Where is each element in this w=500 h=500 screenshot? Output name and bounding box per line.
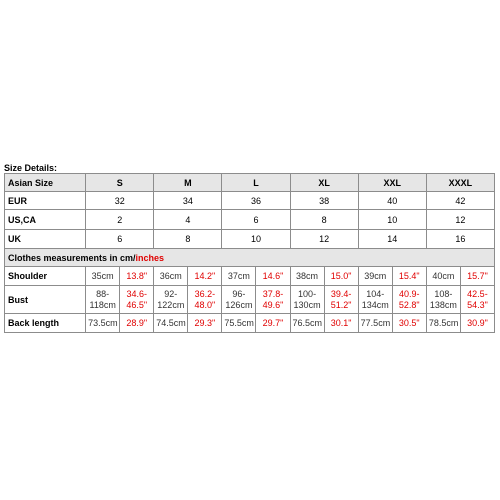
cm-value-cell: 39cm	[358, 267, 392, 286]
table-cell: 12	[426, 210, 494, 230]
inch-value-cell: 30.5"	[392, 314, 426, 333]
size-header-xl: XL	[290, 174, 358, 192]
cm-value-cell: 75.5cm	[222, 314, 256, 333]
inch-value-cell: 39.4- 51.2"	[324, 286, 358, 314]
table-row	[5, 314, 495, 333]
cm-value-cell: 100- 130cm	[290, 286, 324, 314]
size-chart-body	[5, 174, 495, 333]
table-cell: 40	[358, 192, 426, 210]
row-label: US,CA	[5, 210, 86, 230]
cm-value-cell: 74.5cm	[154, 314, 188, 333]
inch-value-cell: 29.3"	[188, 314, 222, 333]
table-row	[5, 210, 495, 230]
table-cell: 32	[86, 192, 154, 210]
table-cell: 38	[290, 192, 358, 210]
cm-value-cell: 36cm	[154, 267, 188, 286]
inch-value-cell: 28.9"	[120, 314, 154, 333]
cm-value-cell: 78.5cm	[426, 314, 460, 333]
size-header-s: S	[86, 174, 154, 192]
inch-value-cell: 15.4"	[392, 267, 426, 286]
inch-value-cell: 40.9- 52.8"	[392, 286, 426, 314]
size-header-xxxl: XXXL	[426, 174, 494, 192]
cm-value-cell: 88- 118cm	[86, 286, 120, 314]
row-label: Back length	[5, 314, 86, 333]
cm-value-cell: 73.5cm	[86, 314, 120, 333]
table-cell: 6	[222, 210, 290, 230]
table-row	[5, 230, 495, 249]
inch-value-cell: 14.6"	[256, 267, 290, 286]
row-label: EUR	[5, 192, 86, 210]
row-label: Bust	[5, 286, 86, 314]
size-header-l: L	[222, 174, 290, 192]
table-cell: 10	[222, 230, 290, 249]
cm-value-cell: 37cm	[222, 267, 256, 286]
table-cell: 8	[290, 210, 358, 230]
inch-value-cell: 14.2"	[188, 267, 222, 286]
table-cell: 4	[154, 210, 222, 230]
cm-value-cell: 96- 126cm	[222, 286, 256, 314]
cm-value-cell: 38cm	[290, 267, 324, 286]
cm-value-cell: 40cm	[426, 267, 460, 286]
cm-value-cell: 35cm	[86, 267, 120, 286]
header-row	[5, 174, 495, 192]
table-cell: 42	[426, 192, 494, 210]
inch-value-cell: 15.0"	[324, 267, 358, 286]
inch-value-cell: 15.7"	[460, 267, 494, 286]
inch-value-cell: 37.8- 49.6"	[256, 286, 290, 314]
table-cell: 6	[86, 230, 154, 249]
cm-value-cell: 104- 134cm	[358, 286, 392, 314]
cm-value-cell: 108- 138cm	[426, 286, 460, 314]
inch-value-cell: 36.2- 48.0"	[188, 286, 222, 314]
table-row	[5, 192, 495, 210]
table-cell: 16	[426, 230, 494, 249]
table-cell: 34	[154, 192, 222, 210]
cm-value-cell: 76.5cm	[290, 314, 324, 333]
inch-value-cell: 34.6- 46.5"	[120, 286, 154, 314]
section-row	[5, 249, 495, 267]
table-cell: 14	[358, 230, 426, 249]
table-row	[5, 267, 495, 286]
cm-value-cell: 77.5cm	[358, 314, 392, 333]
section-heading	[5, 249, 495, 267]
inch-value-cell: 30.1"	[324, 314, 358, 333]
section-heading-text: Clothes measurements in cm/	[8, 252, 136, 263]
section-heading-inches: inches	[135, 252, 165, 263]
page-title: Size Details:	[4, 163, 58, 173]
inch-value-cell: 13.8"	[120, 267, 154, 286]
size-header-xxl: XXL	[358, 174, 426, 192]
header-label: Asian Size	[5, 174, 86, 192]
size-header-m: M	[154, 174, 222, 192]
table-cell: 12	[290, 230, 358, 249]
inch-value-cell: 30.9"	[460, 314, 494, 333]
table-row	[5, 286, 495, 314]
row-label: Shoulder	[5, 267, 86, 286]
table-cell: 36	[222, 192, 290, 210]
table-cell: 2	[86, 210, 154, 230]
inch-value-cell: 29.7"	[256, 314, 290, 333]
table-cell: 8	[154, 230, 222, 249]
table-cell: 10	[358, 210, 426, 230]
size-chart-table	[4, 173, 495, 333]
inch-value-cell: 42.5- 54.3"	[460, 286, 494, 314]
row-label: UK	[5, 230, 86, 249]
cm-value-cell: 92- 122cm	[154, 286, 188, 314]
